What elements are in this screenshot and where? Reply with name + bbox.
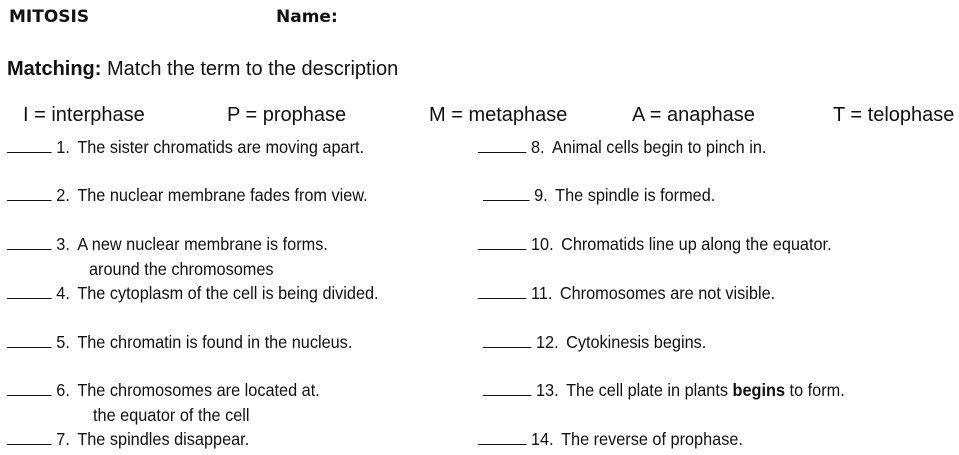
question-13: 13. The cell plate in plants begins to form. — [483, 379, 845, 401]
key-anaphase: A = anaphase — [632, 104, 755, 126]
answer-blank-3[interactable] — [7, 233, 52, 250]
answer-blank-12[interactable] — [483, 331, 531, 348]
key-interphase: I = interphase — [23, 104, 145, 126]
worksheet-title: MITOSIS — [9, 7, 90, 27]
question-4: 4. The cytoplasm of the cell is being divided. — [7, 282, 379, 304]
answer-blank-1[interactable] — [7, 136, 52, 153]
answer-blank-11[interactable] — [478, 282, 526, 299]
answer-blank-9[interactable] — [483, 184, 530, 201]
question-6: 6. The chromosomes are located at. — [7, 379, 320, 401]
name-label: Name: — [276, 7, 338, 27]
answer-blank-8[interactable] — [478, 136, 526, 153]
answer-blank-4[interactable] — [7, 282, 52, 299]
key-metaphase: M = metaphase — [429, 104, 568, 126]
question-3: 3. A new nuclear membrane is forms. — [7, 233, 328, 255]
key-telophase: T = telophase — [833, 104, 955, 126]
question-2: 2. The nuclear membrane fades from view. — [7, 184, 368, 206]
answer-blank-10[interactable] — [478, 233, 526, 250]
question-12: 12. Cytokinesis begins. — [483, 331, 706, 353]
question-8: 8. Animal cells begin to pinch in. — [478, 136, 766, 158]
question-1: 1. The sister chromatids are moving apart. — [7, 136, 364, 158]
answer-blank-2[interactable] — [7, 184, 52, 201]
question-10: 10. Chromatids line up along the equator. — [478, 233, 832, 255]
question-14: 14. The reverse of prophase. — [478, 428, 743, 450]
question-5: 5. The chromatin is found in the nucleus. — [7, 331, 352, 353]
answer-blank-5[interactable] — [7, 331, 52, 348]
question-6-continued: the equator of the cell — [93, 405, 250, 425]
answer-blank-14[interactable] — [478, 428, 526, 445]
instructions — [7, 57, 398, 81]
question-11: 11. Chromosomes are not visible. — [478, 282, 775, 304]
key-prophase: P = prophase — [227, 104, 347, 126]
question-3-continued: around the chromosomes — [89, 259, 274, 279]
question-7: 7. The spindles disappear. — [7, 428, 249, 450]
answer-blank-6[interactable] — [7, 379, 52, 396]
emphasis-begins: begins — [732, 380, 786, 400]
matching-text: Match the term to the description — [107, 58, 399, 80]
answer-blank-7[interactable] — [7, 428, 52, 445]
matching-label: Matching: — [7, 58, 102, 80]
answer-blank-13[interactable] — [483, 379, 531, 396]
question-9: 9. The spindle is formed. — [483, 184, 715, 206]
